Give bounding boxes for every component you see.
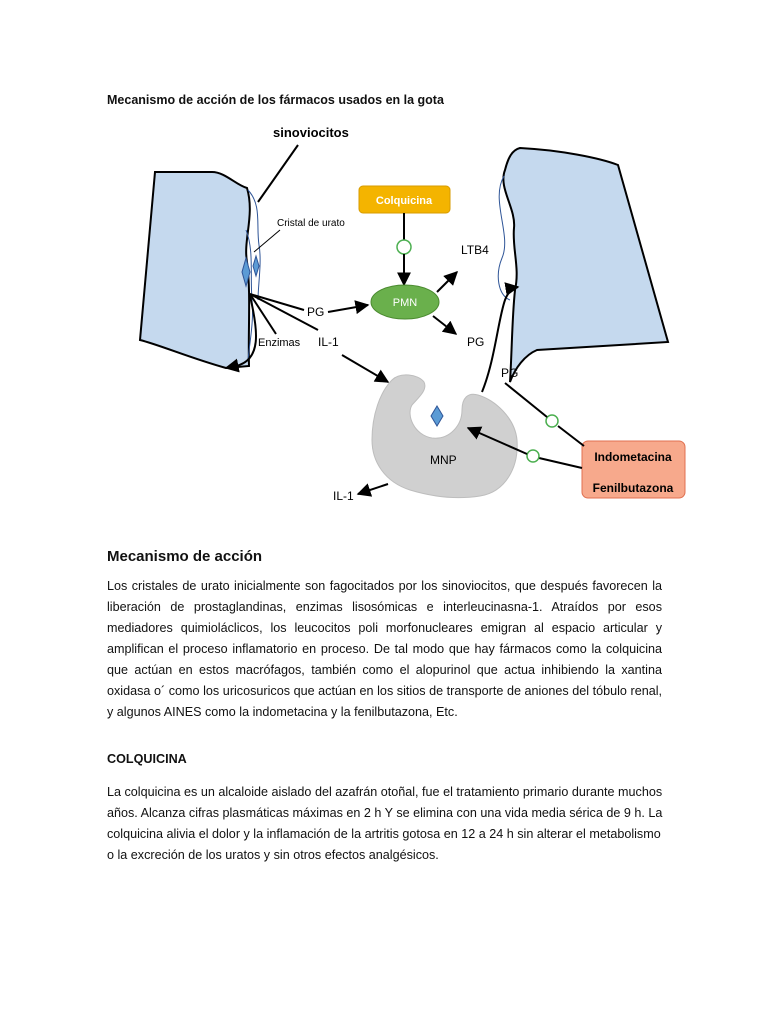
mnp-macrophage-cell — [372, 375, 517, 498]
pmn-label: PMN — [392, 297, 418, 309]
label-pg-left: PG — [307, 305, 325, 319]
drug-pg-inhibitor-circle — [546, 415, 558, 427]
pmn-to-ltb4-arrow — [437, 272, 457, 292]
indometacina-label: Indometacina — [594, 450, 672, 464]
il1-to-mnp-arrow — [342, 355, 388, 382]
label-sinoviocitos: sinoviocitos — [273, 125, 349, 140]
inhibitor-to-pg-line — [505, 383, 547, 417]
label-ltb4: LTB4 — [461, 243, 489, 257]
colquicina-label: Colquicina — [375, 195, 433, 207]
label-cristal-de-urato: Cristal de urato — [277, 218, 345, 229]
pmn-to-pg-arrow — [433, 316, 456, 334]
label-pg-right: PG — [467, 335, 485, 349]
fenilbutazona-label: Fenilbutazona — [592, 481, 674, 495]
right-synoviocyte-cell — [503, 148, 668, 382]
drug-to-mnp-line — [539, 458, 582, 468]
colquicina-inhibitor-circle — [397, 240, 411, 254]
pg-to-pmn-arrow — [328, 305, 368, 312]
mnp-to-il1-arrow — [358, 484, 388, 494]
mecanismo-paragraph: Los cristales de urato inicialmente son fagocitados por los sinoviocitos, que después favorecen la liberación de prostaglandinas, enzimas lisosómicas e interleucinasna-1. Atraídos por esos mediadores quimioláclicos, los leucocitos poli morfonucleares emigran al espacio articular y amplifican el proceso inflamatorio en proceso. De tal modo que hay fármacos como la colquicina que actúan en estos macrófagos, también como el alopurinol que actua inhibiendo la xantina oxidasa o´ como los uricosuricos que actúan en los sitios de transporte de aniones del tóbulo renal, y algunos AINES como la indometacina y la fenilbutazona, Etc. — [107, 579, 662, 719]
sinoviocitos-pointer-line — [258, 145, 298, 202]
colquicina-paragraph: La colquicina es un alcaloide aislado del azafrán otoñal, fue el tratamiento primario durante muchos años. Alcanza cifras plasmáticas máximas en 2 h Y se elimina con una vida media sérica de 9 h. La colquicina alivia el dolor y la inflamación de la artritis gotosa en 12 a 24 h sin alterar el metabolismo o la excreción de los uratos y sin otros efectos analgésicos. — [107, 785, 663, 862]
section-heading-mecanismo: Mecanismo de acción — [107, 548, 263, 565]
drug-mnp-inhibitor-circle — [527, 450, 539, 462]
mnp-label: MNP — [430, 453, 457, 467]
urate-crystal-2 — [253, 256, 259, 276]
label-il1-bottom: IL-1 — [333, 489, 354, 503]
figure-title: Mecanismo de acción de los fármacos usados en la gota — [107, 93, 444, 107]
label-il1-top: IL-1 — [318, 335, 339, 349]
left-synoviocyte-cell — [140, 172, 250, 368]
mnp-crystal — [431, 406, 443, 426]
drug-to-pg-line — [558, 426, 584, 446]
colquicina-heading: COLQUICINA — [107, 752, 187, 766]
label-pg-mnp: PG — [501, 366, 519, 380]
label-enzimas: Enzimas — [258, 337, 301, 349]
